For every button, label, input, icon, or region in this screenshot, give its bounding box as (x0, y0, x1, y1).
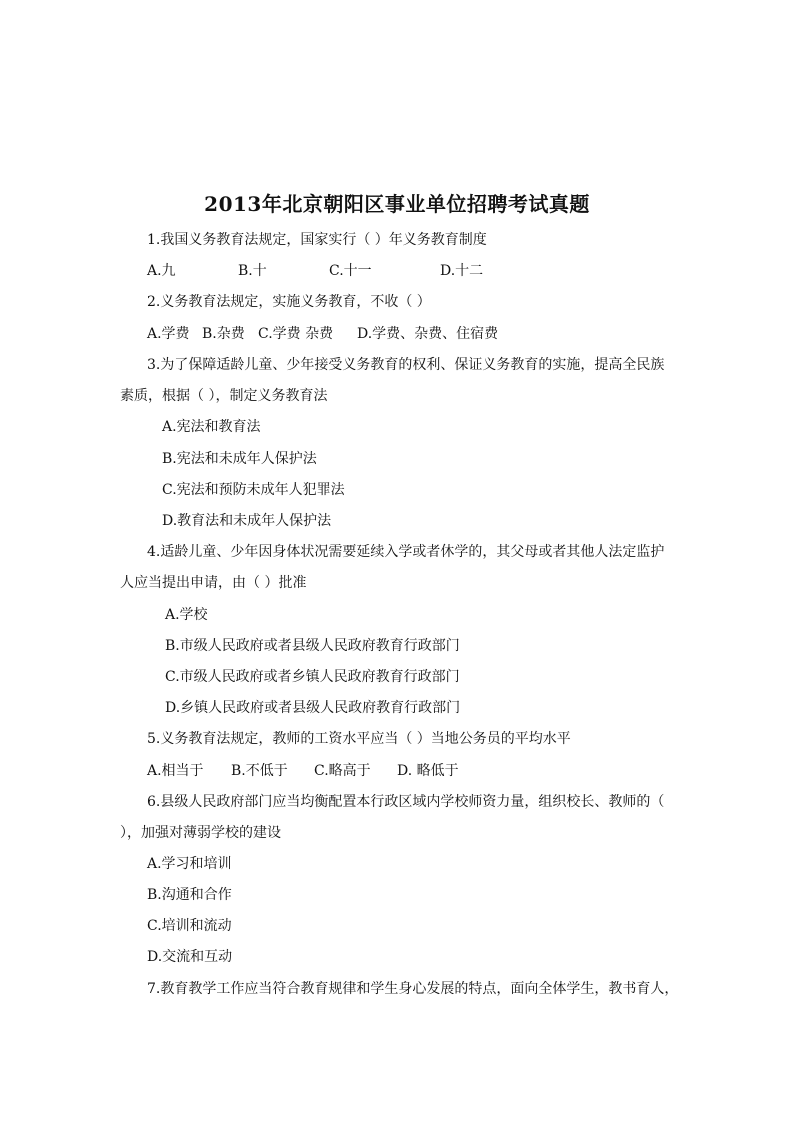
question-1-option-c: C.十一 (329, 263, 372, 279)
question-7-text: 7.教育教学工作应当符合教育规律和学生身心发展的特点，面向全体学生，教书育人， (147, 981, 679, 997)
question-4-option-a: A.学校 (165, 607, 208, 623)
question-2-option-b: B.杂费 (202, 326, 245, 342)
question-4-option-b: B.市级人民政府或者县级人民政府教育行政部门 (165, 638, 460, 654)
question-6-text-line-2: ），加强对薄弱学校的建设 (120, 825, 281, 841)
question-5-option-d: D. 略低于 (397, 763, 459, 779)
question-3-option-b: B.宪法和未成年人保护法 (162, 451, 317, 467)
question-3-option-c: C.宪法和预防未成年人犯罪法 (162, 482, 345, 498)
question-4-option-c: C.市级人民政府或者乡镇人民政府教育行政部门 (165, 669, 460, 685)
question-2-option-d: D.学费、杂费、住宿费 (357, 326, 499, 342)
question-5-option-c: C.略高于 (314, 763, 371, 779)
question-5-text: 5.义务教育法规定，教师的工资水平应当（ ）当地公务员的平均水平 (147, 731, 571, 747)
question-6-option-c: C.培训和流动 (147, 918, 232, 934)
question-5-option-a: A.相当于 (147, 763, 204, 779)
question-4-option-d: D.乡镇人民政府或者县级人民政府教育行政部门 (165, 700, 461, 716)
question-1-option-a: A.九 (147, 263, 176, 279)
question-2-option-a: A.学费 (147, 326, 190, 342)
question-6-text-line-1: 6.县级人民政府部门应当均衡配置本行政区域内学校师资力量，组织校长、教师的（ (147, 794, 665, 810)
question-6-option-b: B.沟通和合作 (147, 887, 232, 903)
question-3-text-line-2: 素质，根据（ ），制定义务教育法 (120, 388, 328, 404)
question-6-option-d: D.交流和互动 (147, 949, 233, 965)
question-4-text-line-2: 人应当提出申请，由（ ）批准 (120, 575, 307, 591)
question-4-text-line-1: 4.适龄儿童、少年因身体状况需要延续入学或者休学的，其父母或者其他人法定监护 (147, 544, 665, 560)
question-5-option-b: B.不低于 (231, 763, 288, 779)
question-2-text: 2.义务教育法规定，实施义务教育，不收（ ） (147, 294, 431, 310)
question-2-option-c: C.学费 杂费 (258, 326, 334, 342)
question-3-text-line-1: 3.为了保障适龄儿童、少年接受义务教育的权利、保证义务教育的实施，提高全民族 (147, 357, 665, 373)
page-title: 2013年北京朝阳区事业单位招聘考试真题 (204, 192, 590, 216)
question-1-option-b: B.十 (238, 263, 267, 279)
question-6-option-a: A.学习和培训 (147, 856, 232, 872)
question-3-option-d: D.教育法和未成年人保护法 (162, 513, 332, 529)
question-1-text: 1.我国义务教育法规定，国家实行（ ）年义务教育制度 (147, 232, 487, 248)
question-1-option-d: D.十二 (440, 263, 484, 279)
question-3-option-a: A.宪法和教育法 (162, 419, 261, 435)
